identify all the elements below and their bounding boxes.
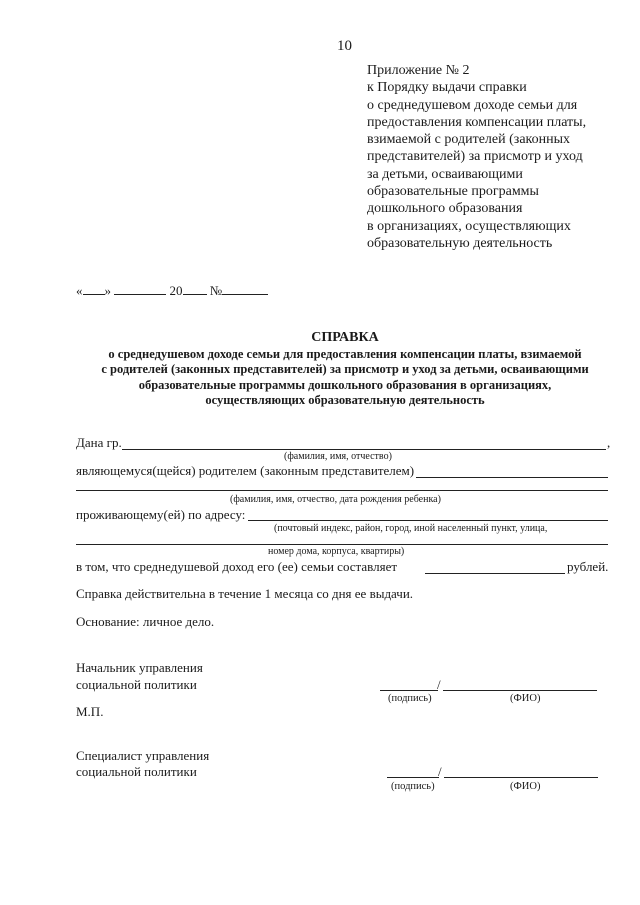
signatory-title-line: Начальник управления	[76, 660, 203, 675]
fio-field[interactable]	[122, 449, 606, 450]
appendix-line: представителей) за присмотр и уход	[367, 149, 583, 165]
title-line: образовательные программы дошкольного образования в организациях,	[138, 377, 552, 392]
year-prefix: 20	[169, 283, 183, 298]
appendix-line: Приложение № 2	[367, 63, 470, 78]
close-quote: »	[104, 283, 111, 298]
signature-hint: (подпись)	[391, 781, 435, 792]
appendix-block	[367, 62, 586, 252]
basis-text: Основание: личное дело.	[76, 614, 215, 629]
appendix-line: к Порядку выдачи справки	[367, 80, 527, 96]
signature-field[interactable]	[387, 777, 439, 778]
open-quote: «	[76, 283, 83, 298]
parent-label: являющемуся(щейся) родителем (законным представителем)	[76, 463, 415, 478]
number-field[interactable]	[222, 283, 268, 295]
signature-slash: /	[437, 677, 441, 692]
address-field-2[interactable]	[76, 544, 608, 545]
day-field[interactable]	[83, 283, 105, 295]
signatory-title-line: социальной политики	[76, 677, 197, 692]
income-field[interactable]	[425, 573, 565, 574]
income-unit: рублей.	[567, 559, 609, 574]
appendix-line: предоставления компенсации платы,	[367, 114, 587, 130]
address-hint-2: номер дома, корпуса, квартиры)	[268, 546, 405, 557]
income-label: в том, что среднедушевой доход его (ее) семьи составляет	[76, 559, 398, 574]
signatory-title-line: Специалист управления	[76, 748, 210, 763]
child-field[interactable]	[76, 490, 608, 491]
title-line: о среднедушевом доходе семьи для предоставления компенсации платы, взимаемой	[108, 346, 582, 361]
fio-hint: (фамилия, имя, отчество)	[284, 451, 392, 462]
appendix-line: взимаемой с родителей (законных	[367, 132, 571, 148]
signature-field[interactable]	[380, 690, 438, 691]
given-to-comma: ,	[607, 435, 611, 450]
given-to-label: Дана гр.	[76, 435, 122, 450]
validity-text: Справка действительна в течение 1 месяца со дня ее выдачи.	[76, 586, 414, 601]
appendix-line: образовательные программы	[367, 184, 539, 200]
child-hint: (фамилия, имя, отчество, дата рождения ребенка)	[230, 494, 441, 505]
title-line: с родителей (законных представителей) за присмотр и уход за детьми, осваивающими	[101, 362, 589, 376]
title-line: осуществляющих образовательную деятельность	[205, 393, 485, 407]
signature-hint: (подпись)	[388, 693, 432, 704]
address-label: проживающему(ей) по адресу:	[76, 507, 246, 522]
month-field[interactable]	[114, 283, 166, 295]
title-heading: СПРАВКА	[311, 330, 379, 345]
appendix-line: о среднедушевом доходе семьи для	[367, 97, 578, 113]
appendix-line: образовательную деятельность	[367, 235, 553, 251]
date-number-line	[76, 283, 268, 299]
stamp-label: М.П.	[76, 704, 104, 719]
page-number: 10	[337, 38, 352, 54]
appendix-line: дошкольного образования	[367, 201, 523, 217]
parent-field[interactable]	[416, 477, 608, 478]
address-hint-1: (почтовый индекс, район, город, иной населенный пункт, улица,	[274, 523, 548, 534]
document-title	[60, 330, 630, 409]
signature-slash: /	[438, 764, 442, 779]
signatory-name-field[interactable]	[444, 777, 598, 778]
appendix-line: в организациях, осуществляющих	[367, 218, 571, 234]
address-field[interactable]	[248, 520, 608, 521]
signatory-name-field[interactable]	[443, 690, 597, 691]
appendix-line: за детьми, осваивающими	[367, 166, 523, 182]
name-hint: (ФИО)	[510, 781, 541, 792]
number-label: №	[209, 283, 223, 298]
signatory-title-line: социальной политики	[76, 764, 197, 779]
name-hint: (ФИО)	[510, 693, 541, 704]
year-field[interactable]	[183, 283, 207, 295]
